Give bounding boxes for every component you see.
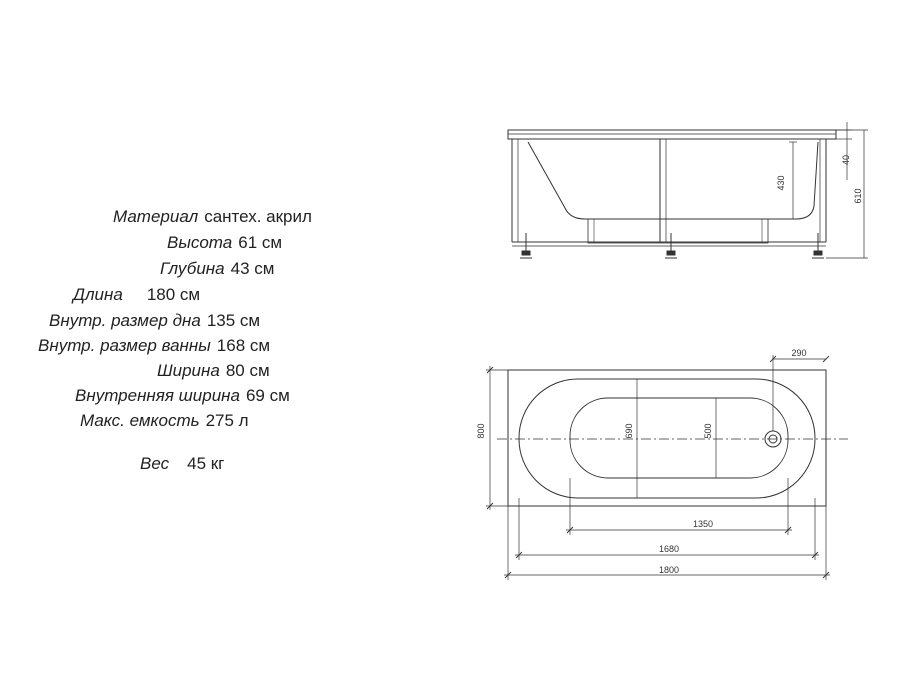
spec-length-value: 180 см: [146, 285, 201, 304]
spec-weight-label: Вес: [140, 454, 170, 473]
spec-width-value: 80 см: [225, 361, 270, 380]
dim-bottom-length: 1350: [692, 519, 714, 529]
spec-width-label: Ширина: [157, 361, 220, 380]
spec-material-label: Материал: [113, 207, 199, 226]
dim-length: 1800: [658, 565, 680, 575]
side-view: [508, 130, 836, 258]
side-leg-left: [520, 233, 532, 258]
spec-inner-width-value: 69 см: [245, 386, 290, 405]
spec-weight-value: 45 кг: [187, 454, 225, 473]
side-rim: [508, 130, 836, 139]
dim-drain-offset: 290: [791, 348, 807, 358]
spec-height-value: 61 см: [238, 233, 283, 252]
spec-height-label: Высота: [167, 233, 233, 252]
spec-bottom-size-value: 135 см: [206, 311, 261, 330]
side-cradle: [588, 219, 768, 243]
dim-bottom-width: 500: [703, 423, 713, 439]
top-bottom-area: [570, 398, 788, 478]
top-outer-rim: [508, 370, 826, 506]
spec-inner-size-label: Внутр. размер ванны: [38, 336, 211, 355]
dim-rim: 40: [841, 154, 851, 166]
top-view: [508, 370, 826, 506]
spec-capacity-label: Макс. емкость: [80, 411, 200, 430]
dim-height: 610: [853, 188, 863, 204]
side-leg-center: [665, 233, 677, 258]
side-basin-profile: [528, 142, 818, 219]
spec-inner-size-value: 168 см: [216, 336, 271, 355]
spec-bottom-size-label: Внутр. размер дна: [49, 311, 201, 330]
dim-depth: 430: [776, 175, 786, 191]
dim-width: 800: [476, 423, 486, 439]
dim-inner-width: 690: [624, 423, 634, 439]
spec-depth-value: 43 см: [230, 259, 275, 278]
top-basin: [519, 379, 815, 498]
spec-length-label: Длина: [73, 285, 123, 304]
spec-inner-width-label: Внутренняя ширина: [75, 386, 240, 405]
spec-material-value: сантех. акрил: [204, 207, 312, 226]
dim-inner-length: 1680: [658, 544, 680, 554]
side-leg-right: [812, 233, 824, 258]
spec-depth-label: Глубина: [160, 259, 225, 278]
spec-capacity-value: 275 л: [205, 411, 249, 430]
